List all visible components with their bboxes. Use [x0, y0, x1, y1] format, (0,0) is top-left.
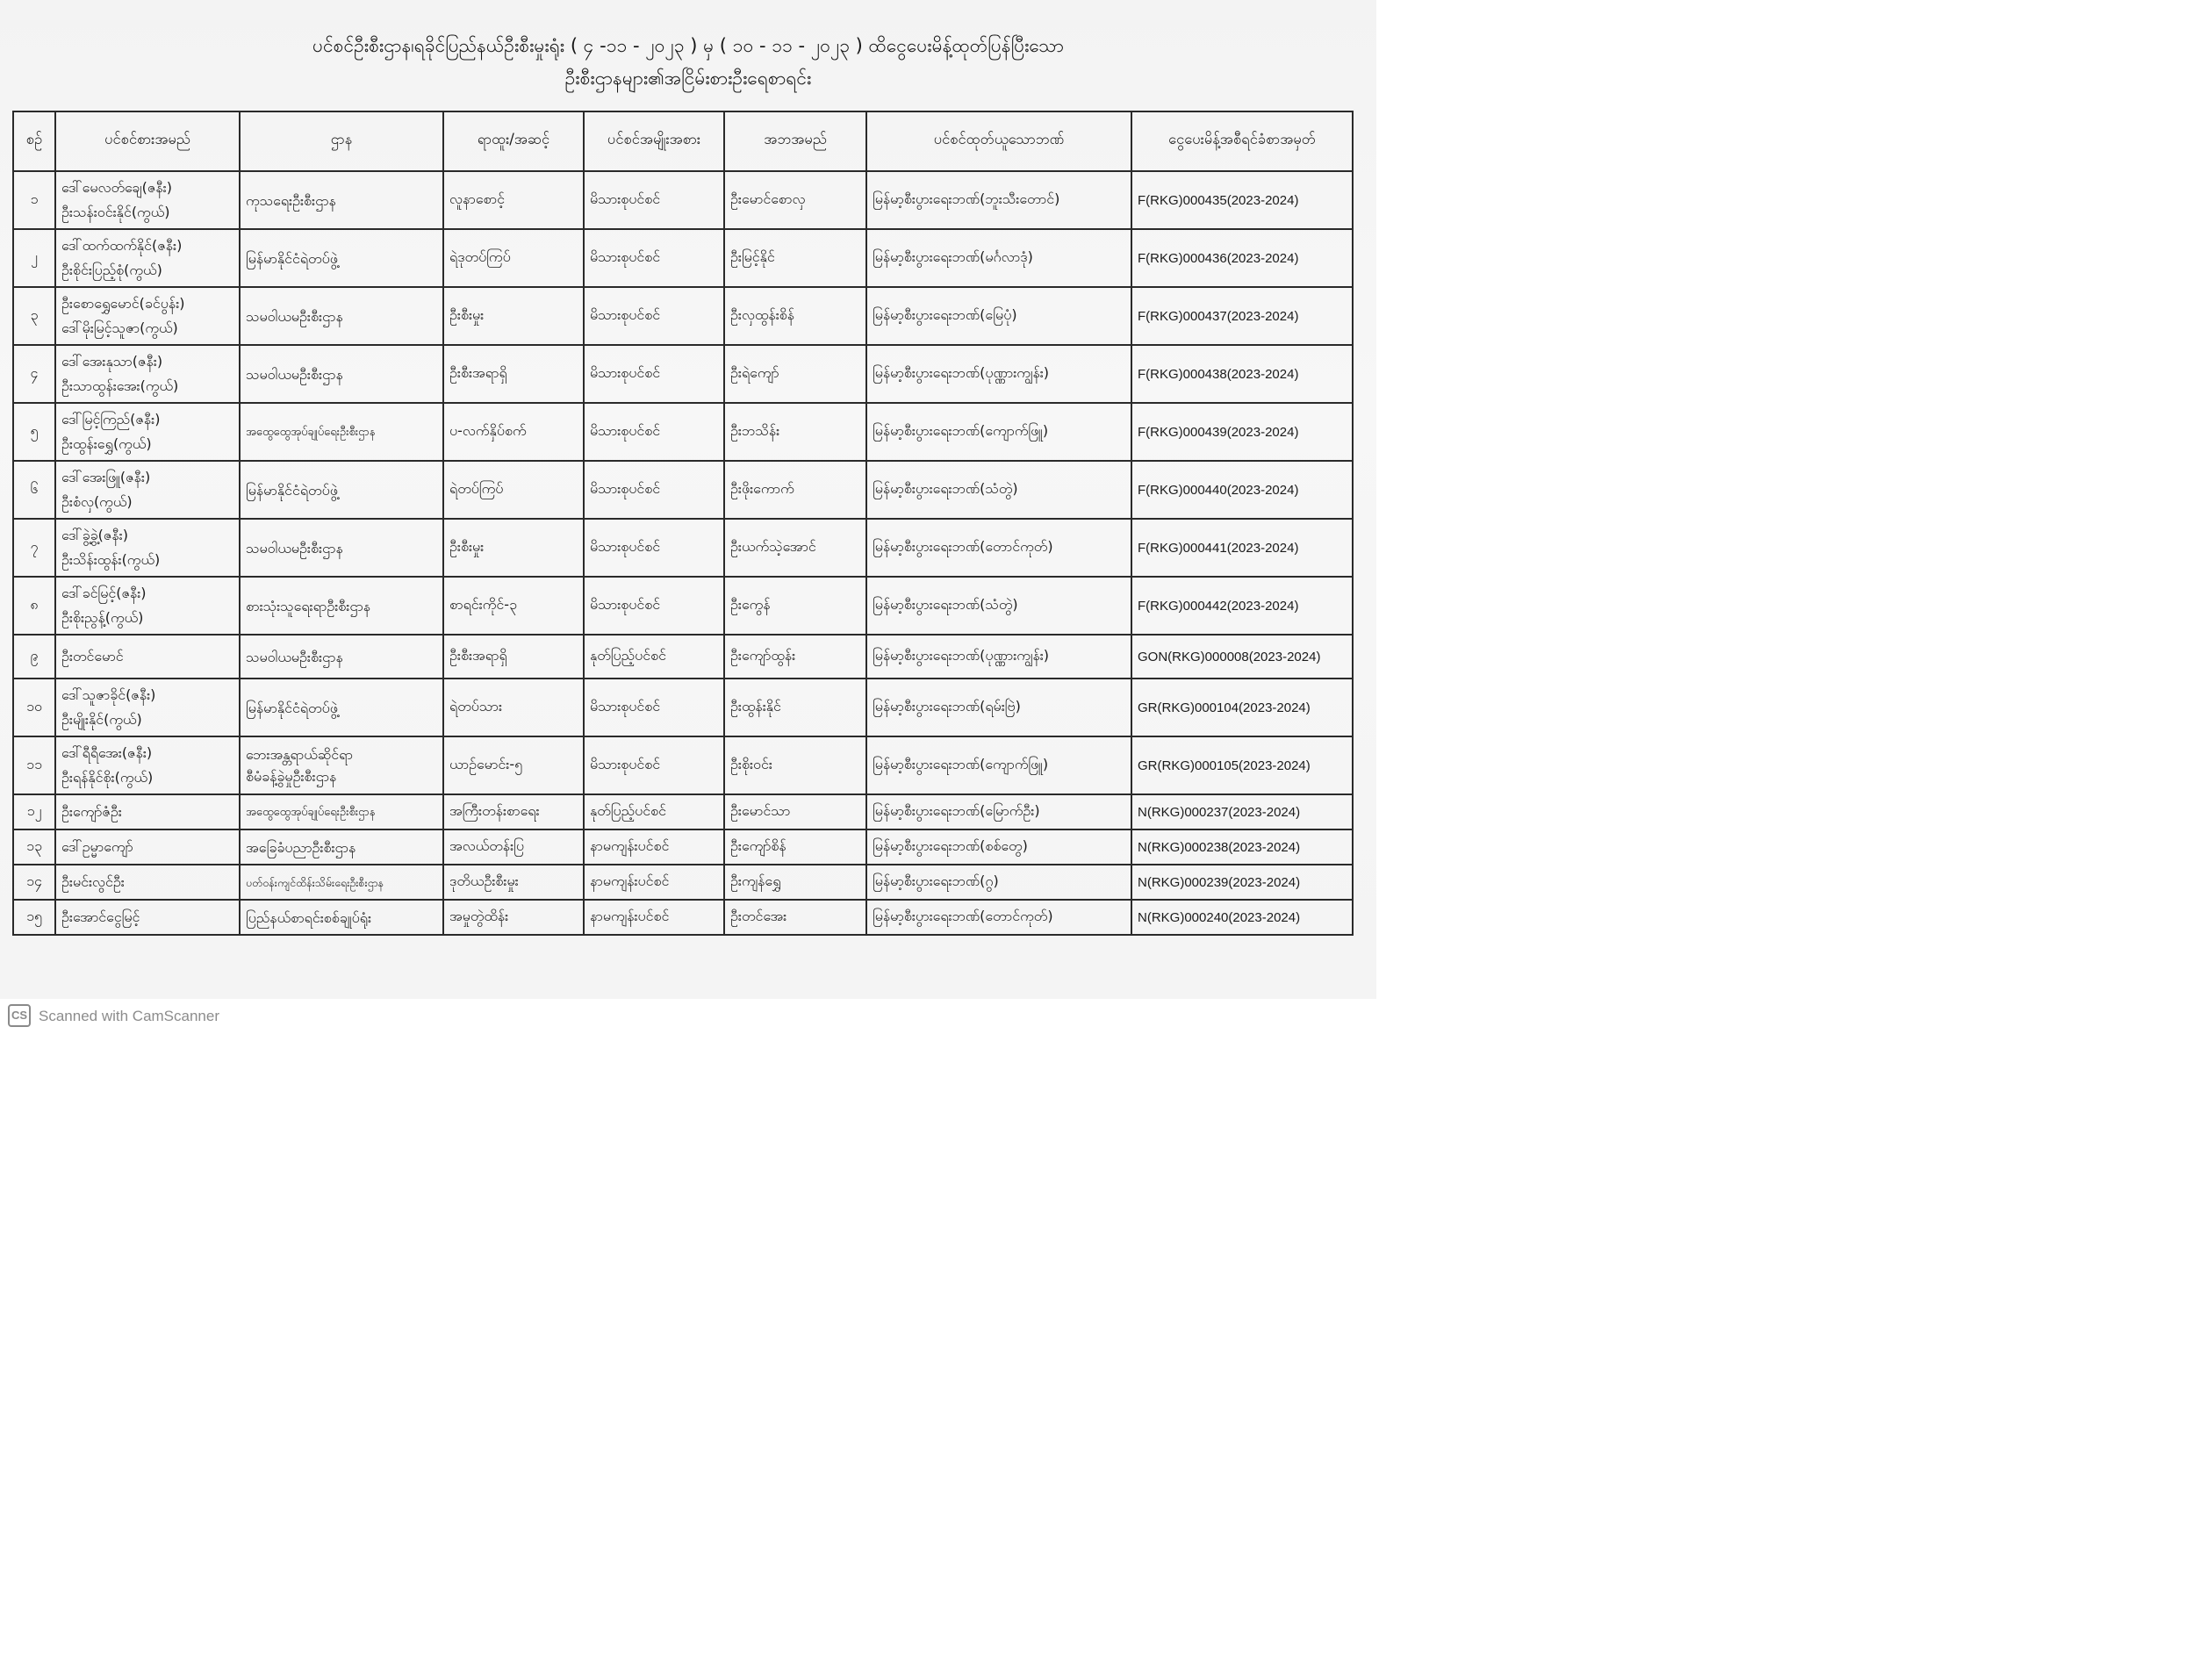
department-cell: [240, 403, 443, 461]
bank: မြန်မာ့စီးပွားရေးဘဏ်(ကျောက်ဖြူ): [866, 403, 1131, 461]
pensioner-name-cell: [55, 171, 240, 229]
table-row: [13, 736, 1353, 794]
department-cell: [240, 229, 443, 287]
bank: မြန်မာ့စီးပွားရေးဘဏ်(စစ်တွေ): [866, 829, 1131, 865]
order-number: GR(RKG)000105(2023-2024): [1131, 736, 1353, 794]
father-name: ဦးကျန်ရွှေ: [724, 865, 866, 900]
rank: အကြီးတန်းစာရေး: [443, 794, 584, 829]
header-order-number: ငွေပေးမိန့်အစီရင်ခံစာအမှတ်: [1131, 111, 1353, 171]
department: သမဝါယမဦးစီးဌာန: [246, 539, 343, 557]
bank: မြန်မာ့စီးပွားရေးဘဏ်(ဂွ): [866, 865, 1131, 900]
pensioner-name-cell: [55, 635, 240, 679]
pension-type: နုတ်ပြည့်ပင်စင်: [584, 635, 724, 679]
deceased-name: ဒေါ်မိုးမြင့်သူဇာ(ကွယ်): [61, 320, 178, 336]
pensioner-name: ဒေါ်အေးဖြူ(ဇနီး): [61, 469, 151, 485]
pension-type: နာမကျန်းပင်စင်: [584, 900, 724, 935]
rank: စာရင်းကိုင်-၃: [443, 577, 584, 635]
table-row: [13, 229, 1353, 287]
department-cell: [240, 736, 443, 794]
pension-type: မိသားစုပင်စင်: [584, 345, 724, 403]
header-pensioner-name: ပင်စင်စားအမည်: [55, 111, 240, 171]
table-row: [13, 900, 1353, 935]
pensioner-name-cell: [55, 461, 240, 519]
department: အထွေထွေအုပ်ချုပ်ရေးဦးစီးဌာန: [246, 805, 376, 819]
pensioner-name-cell: [55, 229, 240, 287]
row-number: ၂: [13, 229, 55, 287]
bank: မြန်မာ့စီးပွားရေးဘဏ်(ကျောက်ဖြူ): [866, 736, 1131, 794]
table-row: [13, 171, 1353, 229]
rank: ဦးစီးမှုး: [443, 519, 584, 577]
order-number: F(RKG)000437(2023-2024): [1131, 287, 1353, 345]
rank: ရဲတပ်ကြပ်: [443, 461, 584, 519]
deceased-name: ဦးသန်းဝင်းနိုင်(ကွယ်): [61, 204, 170, 220]
pension-type: မိသားစုပင်စင်: [584, 736, 724, 794]
row-number: ၅: [13, 403, 55, 461]
bank: မြန်မာ့စီးပွားရေးဘဏ်(ဘူးသီးတောင်): [866, 171, 1131, 229]
bank: မြန်မာ့စီးပွားရေးဘဏ်(တောင်ကုတ်): [866, 519, 1131, 577]
deceased-name: ဦးရန်နိုင်စိုး(ကွယ်): [61, 769, 154, 786]
row-number: ၁၃: [13, 829, 55, 865]
department: အခြေခံပညာဦးစီးဌာန: [246, 838, 356, 856]
pensioner-name: ဒေါ်ခင်မြင့်(ဇနီး): [61, 585, 147, 601]
department-cell: [240, 345, 443, 403]
order-number: F(RKG)000439(2023-2024): [1131, 403, 1353, 461]
pensioner-name-cell: [55, 829, 240, 865]
father-name: ဦးထွန်းနိုင်: [724, 679, 866, 736]
pension-type: မိသားစုပင်စင်: [584, 171, 724, 229]
department: စားသုံးသူရေးရာဦးစီးဌာန: [246, 597, 371, 614]
father-name: ဦးလှထွန်းစိန်: [724, 287, 866, 345]
table-row: [13, 577, 1353, 635]
department-cell: [240, 865, 443, 900]
rank: ရဲဒုတပ်ကြပ်: [443, 229, 584, 287]
title-line-2: ဦးစီးဌာနများ၏အငြိမ်းစားဦးရေစာရင်း: [564, 68, 812, 89]
pension-type: မိသားစုပင်စင်: [584, 679, 724, 736]
row-number: ၁၅: [13, 900, 55, 935]
deceased-name: ဦးသာထွန်းအေး(ကွယ်): [61, 377, 179, 394]
deceased-name: ဦးမျိုးနိုင်(ကွယ်): [61, 711, 142, 728]
pensioner-name: ဒေါ်အေးနုသာ(ဇနီး): [61, 353, 163, 370]
order-number: GR(RKG)000104(2023-2024): [1131, 679, 1353, 736]
table-row: [13, 519, 1353, 577]
table-row: [13, 829, 1353, 865]
row-number: ၁၄: [13, 865, 55, 900]
bank: မြန်မာ့စီးပွားရေးဘဏ်(မြောက်ဦး): [866, 794, 1131, 829]
order-number: F(RKG)000440(2023-2024): [1131, 461, 1353, 519]
department-cell: [240, 900, 443, 935]
pensioner-name: ဦးကျော်ဇံဦး: [61, 803, 122, 820]
department-cell: [240, 577, 443, 635]
table-header-row: [13, 111, 1353, 171]
order-number: F(RKG)000441(2023-2024): [1131, 519, 1353, 577]
pension-type: မိသားစုပင်စင်: [584, 229, 724, 287]
department: ပြည်နယ်စာရင်းစစ်ချုပ်ရုံး: [246, 908, 371, 926]
bank: မြန်မာ့စီးပွားရေးဘဏ်(မင်္ဂလာဒုံ): [866, 229, 1131, 287]
department: မြန်မာနိုင်ငံရဲတပ်ဖွဲ့: [246, 481, 338, 499]
pensioner-name: ဒေါ်သူဇာခိုင်(ဇနီး): [61, 686, 156, 703]
scanner-watermark-text: Scanned with CamScanner: [39, 1008, 220, 1024]
order-number: F(RKG)000436(2023-2024): [1131, 229, 1353, 287]
document-title: [0, 30, 1376, 95]
deceased-name: ဦးစိုးညွန့်(ကွယ်): [61, 609, 144, 626]
row-number: ၃: [13, 287, 55, 345]
department: မြန်မာနိုင်ငံရဲတပ်ဖွဲ့: [246, 699, 338, 716]
department: ကုသရေးဦးစီးဌာန: [246, 191, 336, 209]
order-number: F(RKG)000435(2023-2024): [1131, 171, 1353, 229]
order-number: N(RKG)000240(2023-2024): [1131, 900, 1353, 935]
department-cell: [240, 287, 443, 345]
table-row: [13, 345, 1353, 403]
department-cell: [240, 679, 443, 736]
order-number: F(RKG)000438(2023-2024): [1131, 345, 1353, 403]
father-name: ဦးမောင်သာ: [724, 794, 866, 829]
order-number: GON(RKG)000008(2023-2024): [1131, 635, 1353, 679]
bank: မြန်မာ့စီးပွားရေးဘဏ်(သံတွဲ): [866, 461, 1131, 519]
table-row: [13, 794, 1353, 829]
pension-type: မိသားစုပင်စင်: [584, 403, 724, 461]
father-name: ဦးကျော်ထွန်း: [724, 635, 866, 679]
deceased-name: ဦးစံလှ(ကွယ်): [61, 493, 133, 510]
father-name: ဦးဘသိန်း: [724, 403, 866, 461]
pension-type: မိသားစုပင်စင်: [584, 577, 724, 635]
department: အထွေထွေအုပ်ချုပ်ရေးဦးစီးဌာန: [246, 425, 376, 439]
father-name: ဦးဖိုးကောက်: [724, 461, 866, 519]
father-name: ဦးကွေန်: [724, 577, 866, 635]
header-rank: ရာထူး/အဆင့်: [443, 111, 584, 171]
table-row: [13, 461, 1353, 519]
header-father-name: အဘအမည်: [724, 111, 866, 171]
bank: မြန်မာ့စီးပွားရေးဘဏ်(တောင်ကုတ်): [866, 900, 1131, 935]
pension-type: မိသားစုပင်စင်: [584, 461, 724, 519]
header-no: စဉ်: [13, 111, 55, 171]
rank: လူနာစောင့်: [443, 171, 584, 229]
row-number: ၉: [13, 635, 55, 679]
deceased-name: ဦးစိုင်းပြည့်စုံ(ကွယ်): [61, 262, 162, 278]
father-name: ဦးမောင်စောလှ: [724, 171, 866, 229]
header-department: ဌာန: [240, 111, 443, 171]
pension-type: နုတ်ပြည့်ပင်စင်: [584, 794, 724, 829]
table-row: [13, 287, 1353, 345]
father-name: ဦးကျော်စိန်: [724, 829, 866, 865]
pensioner-name: ဒေါ်ဥမ္မာကျော်: [61, 838, 133, 855]
department-cell: [240, 829, 443, 865]
father-name: ဦးတင်အေး: [724, 900, 866, 935]
father-name: ဦးစိုးဝင်း: [724, 736, 866, 794]
order-number: F(RKG)000442(2023-2024): [1131, 577, 1353, 635]
table-row: [13, 403, 1353, 461]
pensioner-name: ဦးစောရွှေမောင်(ခင်ပွန်း): [61, 295, 185, 312]
deceased-name: ဦးသိန်းထွန်း(ကွယ်): [61, 551, 161, 568]
pensioner-name: ဒေါ်ခွဲ့ခွဲ့(ဇနီး): [61, 527, 128, 543]
department: သမဝါယမဦးစီးဌာန: [246, 365, 343, 383]
pension-type: မိသားစုပင်စင်: [584, 519, 724, 577]
bank: မြန်မာ့စီးပွားရေးဘဏ်(ပုဏ္ဏားကျွန်း): [866, 345, 1131, 403]
order-number: N(RKG)000238(2023-2024): [1131, 829, 1353, 865]
rank: အလယ်တန်းပြ: [443, 829, 584, 865]
bank: မြန်မာ့စီးပွားရေးဘဏ်(မြေပုံ): [866, 287, 1131, 345]
table-row: [13, 865, 1353, 900]
pensioner-name-cell: [55, 865, 240, 900]
pensioner-name: ဦးမင်းလွင်ဦး: [61, 873, 125, 890]
rank: ဒုတိယဦးစီးမှုး: [443, 865, 584, 900]
department-cell: [240, 635, 443, 679]
rank: ဦးစီးအရာရှိ: [443, 635, 584, 679]
father-name: ဦးမြင့်နိုင်: [724, 229, 866, 287]
row-number: ၄: [13, 345, 55, 403]
pensioner-name-cell: [55, 345, 240, 403]
row-number: ၁: [13, 171, 55, 229]
rank: ဦးစီးအရာရှိ: [443, 345, 584, 403]
pensioner-name-cell: [55, 577, 240, 635]
table-row: [13, 635, 1353, 679]
pension-type: နာမကျန်းပင်စင်: [584, 829, 724, 865]
title-line-1: ပင်စင်ဦးစီးဌာန၊ရခိုင်ပြည်နယ်ဦးစီးမှုးရုံး ( ၄ -၁၁ - ၂၀၂၃ ) မှ ( ၁၀ - ၁၁ - ၂၀၂၃ ) ထိငွေပေးမိန့်ထုတ်ပြန်ပြီးသော: [312, 35, 1064, 56]
table-row: [13, 679, 1353, 736]
department-cell: [240, 794, 443, 829]
rank: ယာဉ်မောင်း-၅: [443, 736, 584, 794]
department-line-2: စီမံခန့်ခွဲမှုဦးစီးဌာန: [246, 768, 337, 785]
rank: ဦးစီးမှုး: [443, 287, 584, 345]
pensioner-name: ဦးတင်မောင်: [61, 648, 124, 664]
pensioner-name-cell: [55, 736, 240, 794]
department: ပတ်ဝန်းကျင်ထိန်းသိမ်းရေးဦးစီးဌာန: [246, 875, 384, 889]
row-number: ၁၀: [13, 679, 55, 736]
pension-type: နာမကျန်းပင်စင်: [584, 865, 724, 900]
department-cell: [240, 519, 443, 577]
department-cell: [240, 461, 443, 519]
pensioner-name: ဒေါ်ထက်ထက်နိုင်(ဇနီး): [61, 237, 183, 254]
father-name: ဦးယက်သဲ့အောင်: [724, 519, 866, 577]
row-number: ၆: [13, 461, 55, 519]
pension-table: [12, 111, 1354, 936]
bank: မြန်မာ့စီးပွားရေးဘဏ်(သံတွဲ): [866, 577, 1131, 635]
pension-type: မိသားစုပင်စင်: [584, 287, 724, 345]
order-number: N(RKG)000239(2023-2024): [1131, 865, 1353, 900]
bank: မြန်မာ့စီးပွားရေးဘဏ်(ရမ်းဗြဲ): [866, 679, 1131, 736]
department: ဘေးအန္တရာယ်ဆိုင်ရာ: [246, 746, 353, 763]
pensioner-name-cell: [55, 900, 240, 935]
pensioner-name-cell: [55, 287, 240, 345]
pensioner-name-cell: [55, 403, 240, 461]
row-number: ၇: [13, 519, 55, 577]
pensioner-name: ဒေါ်ရီရီအေး(ဇနီး): [61, 744, 153, 761]
pensioner-name: ဒေါ်မေလတ်ချေ(ဇနီး): [61, 179, 172, 196]
father-name: ဦးရဲကျော်: [724, 345, 866, 403]
row-number: ၈: [13, 577, 55, 635]
rank: အမှုတွဲထိန်း: [443, 900, 584, 935]
department: မြန်မာနိုင်ငံရဲတပ်ဖွဲ့: [246, 249, 338, 267]
row-number: ၁၁: [13, 736, 55, 794]
row-number: ၁၂: [13, 794, 55, 829]
camscanner-logo-icon: CS: [8, 1004, 31, 1027]
pensioner-name-cell: [55, 794, 240, 829]
pensioner-name: ဒေါ်မြင့်ကြည်(ဇနီး): [61, 411, 161, 427]
rank: ပ-လက်နှိပ်စက်: [443, 403, 584, 461]
rank: ရဲတပ်သား: [443, 679, 584, 736]
bank: မြန်မာ့စီးပွားရေးဘဏ်(ပုဏ္ဏားကျွန်း): [866, 635, 1131, 679]
department: သမဝါယမဦးစီးဌာန: [246, 648, 343, 665]
pensioner-name-cell: [55, 519, 240, 577]
order-number: N(RKG)000237(2023-2024): [1131, 794, 1353, 829]
header-pension-type: ပင်စင်အမျိုးအစား: [584, 111, 724, 171]
pensioner-name: ဦးအောင်ငွေမြင့်: [61, 908, 140, 925]
header-bank: ပင်စင်ထုတ်ယူသောဘဏ်: [866, 111, 1131, 171]
department-cell: [240, 171, 443, 229]
pensioner-name-cell: [55, 679, 240, 736]
deceased-name: ဦးထွန်းရွှေ(ကွယ်): [61, 435, 152, 452]
department: သမဝါယမဦးစီးဌာန: [246, 307, 343, 325]
